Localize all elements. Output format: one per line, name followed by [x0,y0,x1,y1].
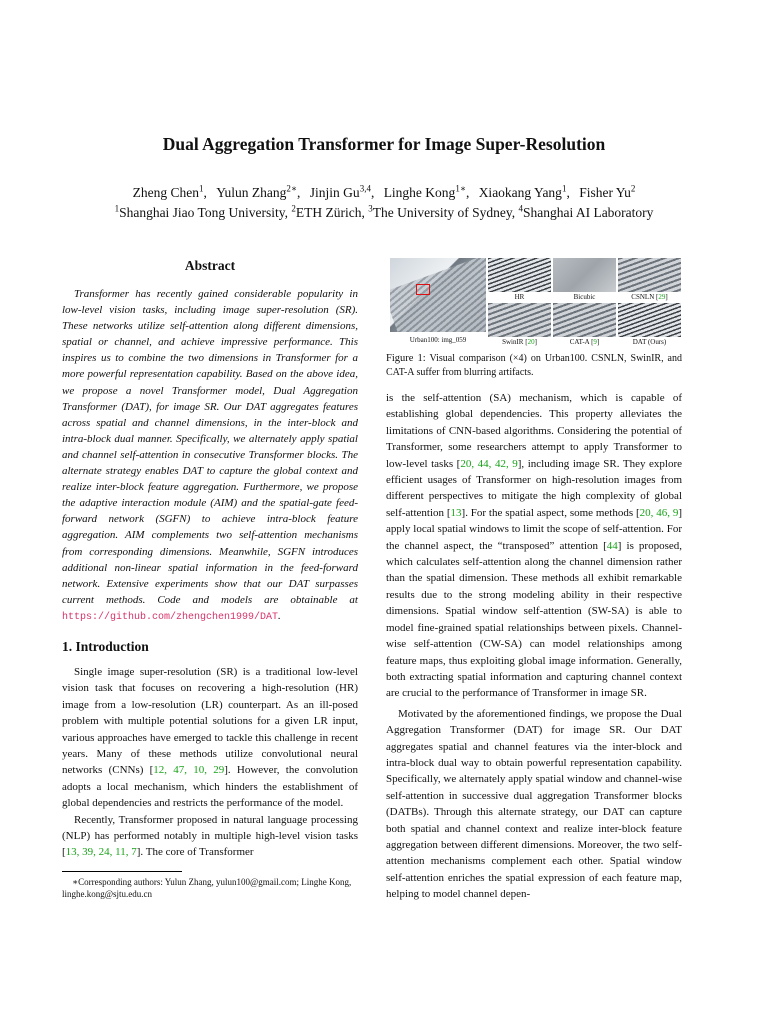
main-image-label: Urban100: img_059 [409,336,467,344]
crop-region-marker [416,284,430,295]
figure-caption: Figure 1: Visual comparison (×4) on Urban100. CSNLN, SwinIR, and CAT-A suffer from blurring artifacts. [386,353,682,378]
left-column [62,256,358,900]
patch-label: SwinIR [20] [502,338,537,346]
author-list [0,183,768,203]
citation-link[interactable]: 20, 44, 42, 9 [460,457,518,470]
patch-label: CSNLN [29] [631,293,668,301]
paper-title: Dual Aggregation Transformer for Image Super-Resolution [162,134,606,154]
footnote-divider [62,871,182,872]
author: Zheng Chen$^1$, [132,183,207,200]
patch-image [553,303,616,337]
citation-link[interactable]: 44 [606,539,618,552]
citation-link[interactable]: 20, 46, 9 [639,506,679,519]
patch-label: DAT (Ours) [632,338,667,346]
affiliation-list [0,203,768,223]
citation-link[interactable]: 13 [450,506,462,519]
affiliation: $^4$Shanghai AI Laboratory [518,203,654,220]
footnote: ∗Corresponding authors: Yulun Zhang, yulun100@gmail.com; Linghe Kong, linghe.kong@sjtu.edu.cn [62,876,352,899]
intro-paragraph: Recently, Transformer proposed in natural language processing (NLP) has performed notably in multiple high-level vision tasks [13, 39, 24, 11, 7]. The core of Transformer [62,813,358,859]
citation-link[interactable]: 12, 47, 10, 29 [153,764,225,777]
author: Jinjin Gu$^{3,4}$, [309,183,375,200]
building-texture [390,258,486,332]
abstract-heading: Abstract [184,258,236,273]
author: Fisher Yu$^2$ [579,183,636,200]
right-column [386,256,682,903]
patch-image [488,303,551,337]
abstract-text: Transformer has recently gained considerable popularity in low-level vision tasks, including image super-resolution (SR). These networks utilize self-attention along different dimensions, spatial or channel, and achieve impressive performance. This inspires us to combine the two dimensions in Transformer for a more powerful representation capability. Based on the above idea, we propose a novel Transformer model, Dual Aggregation Transformer (DAT), for image SR. Our DAT aggregates features across spatial and channel dimensions, in the inter-block and intra-block dual manner. Specifically, we alternately apply spatial and channel self-attention in consecutive Transformer blocks. The alternate strategy enables DAT to capture the global context and realize inter-block feature aggregation. Furthermore, we propose the adaptive interaction module (AIM) and the spatial-gate feed-forward network (SGFN) to achieve intra-block feature aggregation. AIM complements two self-attention mechanisms from corresponding dimensions. Meanwhile, SGFN introduces additional non-linear spatial information in the feed-forward network. Extensive experiments show that our DAT surpasses current methods. Code and models are obtainable at https://github.com/zhengchen1999/DAT. [62,288,358,623]
patch-image [618,303,681,337]
patch-image [488,258,551,292]
patch-label: Bicubic [573,293,596,301]
main-image [390,258,486,332]
patch-image [618,258,681,292]
patch-image [553,258,616,292]
code-link[interactable]: https://github.com/zhengchen1999/DAT [62,611,279,623]
body-paragraph: Motivated by the aforementioned findings, we propose the Dual Aggregation Transformer (DAT) for image SR. Our DAT aggregates spatial and channel features via the inter-block and intra-block dual way to obtain powerful representation capability. Specifically, we alternately apply spatial window and channel-wise self-attention in successive dual aggregation Transformer blocks (DATBs). Through this alternate strategy, our DAT can capture both spatial and channel context and realize inter-block feature aggregation between different dimensions. Moreover, the two self-attention mechanisms complement each other. Spatial window self-attention enriches the spatial expression of each feature map, helping to model channel depen- [386,707,682,901]
body-paragraph: is the self-attention (SA) mechanism, which is capable of establishing global dependencies. This property alleviates the limitations of CNN-based algorithms. Considering the potential of Transformer, some researchers attempt to apply Transformer to low-level tasks [20, 44, 42, 9], including image SR. They explore efficient usages of Transformer on high-resolution images from different perspectives to mitigate the high complexity of global self-attention [13]. For the spatial aspect, some methods [20, 46, 9] apply local spatial windows to limit the scope of self-attention. For the channel aspect, the “transposed” attention [44] is proposed, which calculates self-attention along the channel dimension rather than the spatial dimension. These methods all exhibit remarkable results due to the strong modeling ability in their respective dimensions. Spatial window self-attention (SW-SA) is able to model fine-grained spatial relationships between pixels. Channel-wise self-attention (CW-SA) can model relationships among feature maps, thus exploiting global image information. Generally, both extracting spatial information and capturing channel context are crucial to the performance of Transformer in image SR. [386,392,683,700]
affiliation: $^1$Shanghai Jiao Tong University, [114,203,288,220]
affiliation: $^2$ETH Zürich, [291,203,365,220]
patch-label: CAT-A [9] [569,338,600,346]
affiliation: $^3$The University of Sydney, [368,203,516,220]
author: Linghe Kong$^{1∗}$, [383,183,470,200]
author: Xiaokang Yang$^1$, [478,183,570,200]
citation-link[interactable]: 13, 39, 24, 11, 7 [65,846,137,859]
figure-1 [386,256,682,346]
author: Yulun Zhang$^{2∗}$, [216,183,301,200]
intro-paragraph: Single image super-resolution (SR) is a traditional low-level vision task that focuses on recovering a high-resolution (HR) image from a low-resolution (LR) counterpart. As an ill-posed problem with multiple potential solutions for a given LR input, various approaches have emerged to tackle this challenge in recent years. Many of these methods utilize convolutional neural networks (CNNs) [12, 47, 10, 29]. However, the convolution adopts a local mechanism, which hinders the establishment of global dependencies and restricts the performance of the model. [62,665,359,810]
patch-label: HR [514,293,525,301]
section-heading-introduction: 1. Introduction [62,638,149,654]
